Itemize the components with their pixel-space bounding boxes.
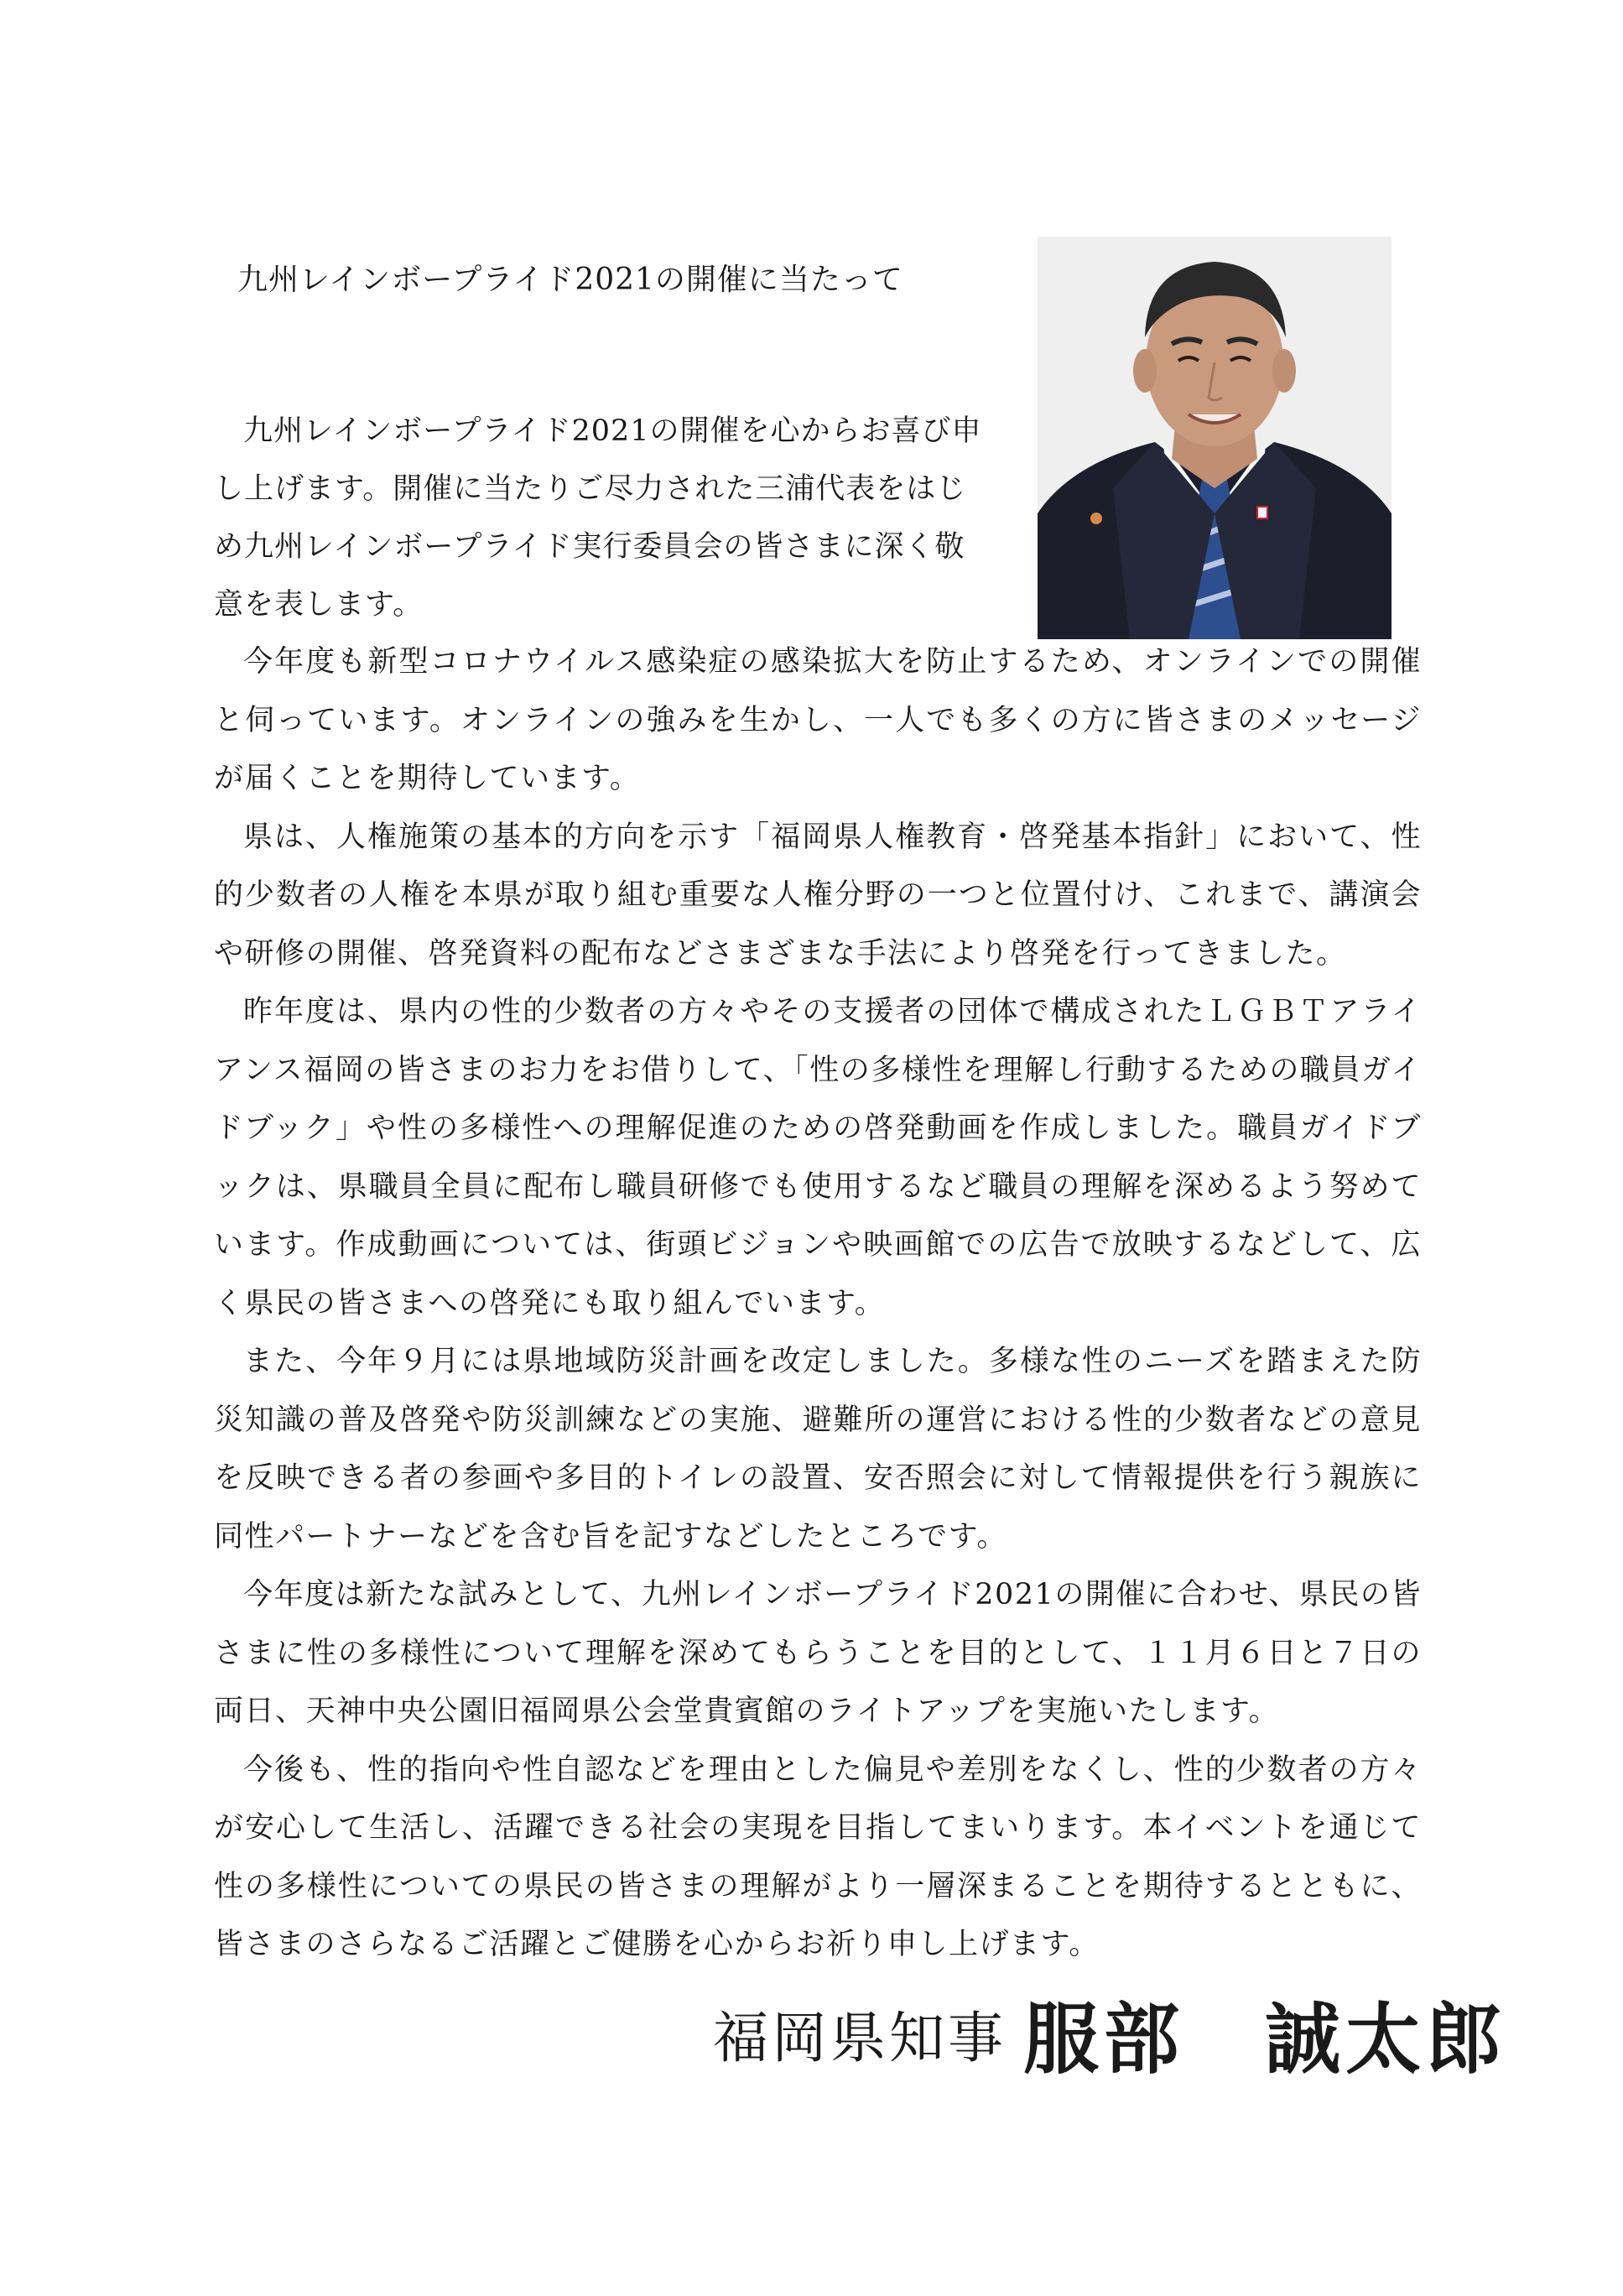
- signature-title: 福岡県知事: [713, 2006, 1007, 2070]
- intro-paragraph: [214, 403, 994, 634]
- intro-text: 九州レインボープライド2021の開催を心からお喜び申し上げます。開催に当たりご尽力された三浦代表をはじめ九州レインボープライド実行委員会の皆さまに深く敬意を表します。: [214, 414, 982, 622]
- paragraph-4: また、今年９月には県地域防災計画を改定しました。多様な性のニーズを踏まえた防災知識の普及啓発や防災訓練などの実施、避難所の運営における性的少数者などの意見を反映できる者の参画や多目的トイレの設置、安否照会に対して情報提供を行う親族に同性パートナーなどを含む旨を記すなどしたところです。: [214, 1345, 1422, 1554]
- signature-name: 服部 誠太郎: [1023, 1994, 1506, 2085]
- paragraph-1: 今年度も新型コロナウイルス感染症の感染拡大を防止するため、オンラインでの開催と伺っています。オンラインの強みを生かし、一人でも多くの方に皆さまのメッセージが届くことを期待しています。: [214, 645, 1422, 795]
- document-title: 九州レインボープライド2021の開催に当たって: [237, 263, 903, 297]
- portrait-photo-icon: [1038, 237, 1392, 639]
- body-text: [214, 633, 1422, 1975]
- paragraph-2: 県は、人権施策の基本的方向を示す「福岡県人権教育・啓発基本指針」において、性的少数者の人権を本県が取り組む重要な人権分野の一つと位置付け、これまで、講演会や研修の開催、啓発資料の配布などさまざまな手法により啓発を行ってきました。: [214, 820, 1422, 971]
- paragraph-6: 今後も、性的指向や性自認などを理由とした偏見や差別をなくし、性的少数者の方々が安心して生活し、活躍できる社会の実現を目指してまいります。本イベントを通じて性の多様性についての県民の皆さまの理解がより一層深まることを期待するとともに、皆さまのさらなるご活躍とご健勝を心からお祈り申し上げます。: [214, 1752, 1422, 1961]
- governor-portrait-photo: [1038, 237, 1392, 639]
- paragraph-3: 昨年度は、県内の性的少数者の方々やその支援者の団体で構成されたＬＧＢＴアライアンス福岡の皆さまのお力をお借りして、「性の多様性を理解し行動するための職員ガイドブック」や性の多様性への理解促進のための啓発動画を作成しました。職員ガイドブックは、県職員全員に配布し職員研修でも使用するなど職員の理解を深めるよう努めています。作成動画については、街頭ビジョンや映画館での広告で放映するなどして、広く県民の皆さまへの啓発にも取り組んでいます。: [214, 995, 1422, 1320]
- paragraph-5: 今年度は新たな試みとして、九州レインボープライド2021の開催に合わせ、県民の皆さまに性の多様性について理解を深めてもらうことを目的として、１１月６日と７日の両日、天神中央公園旧福岡県公会堂貴賓館のライトアップを実施いたします。: [214, 1578, 1422, 1728]
- signature-block: [713, 1971, 1506, 2085]
